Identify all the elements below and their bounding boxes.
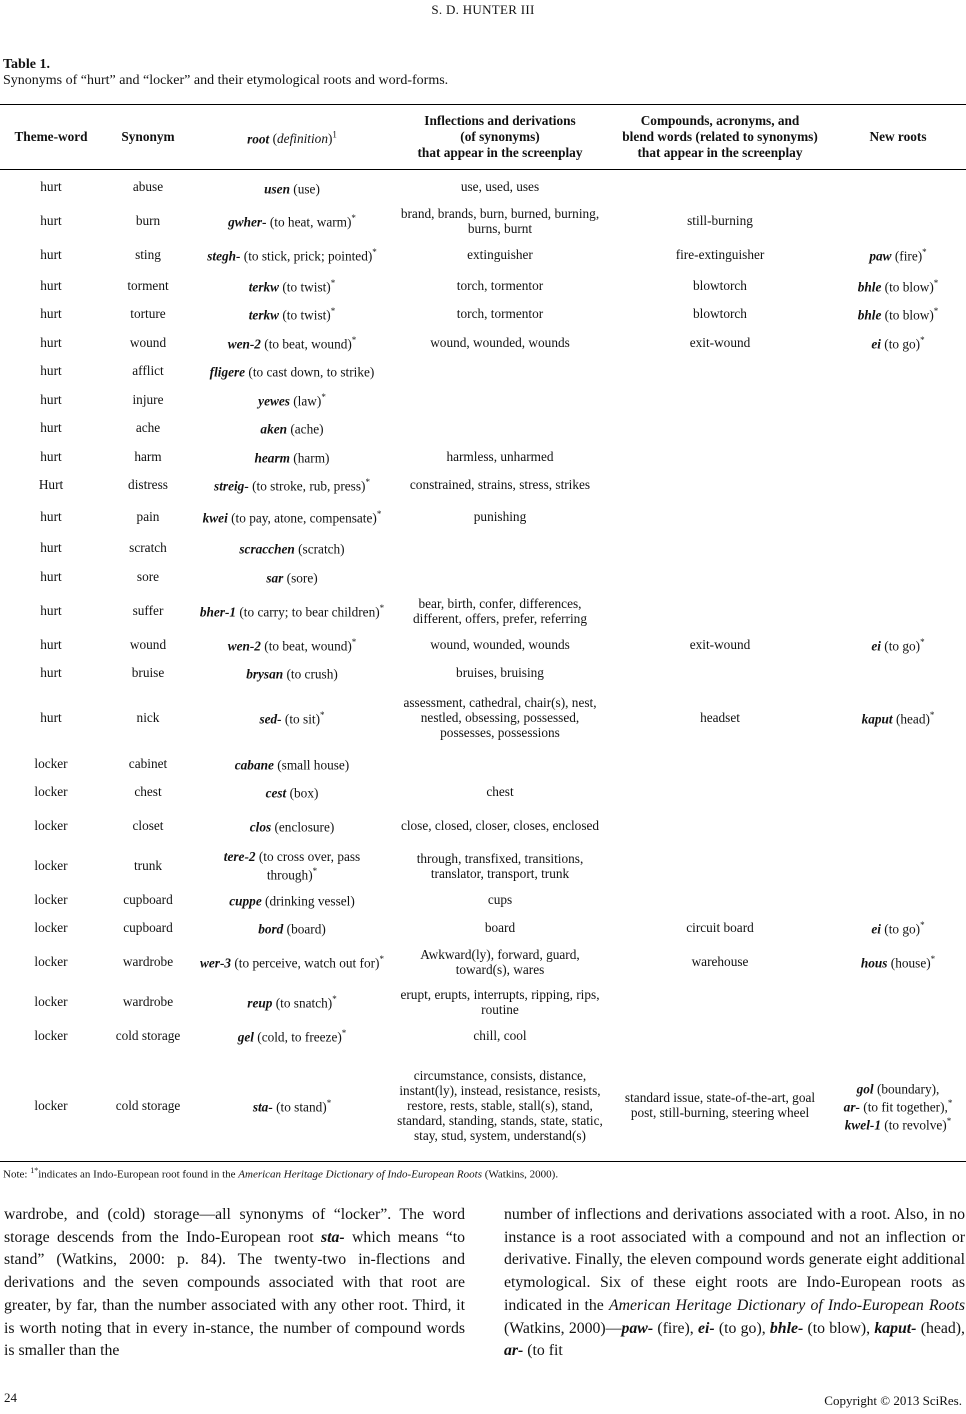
header-root: root (definition)$^1$ (194, 105, 390, 170)
table-row (0, 806, 966, 846)
table-row (0, 914, 966, 942)
cell-compounds: fire-extinguisher (675, 247, 765, 262)
table-note: Note: $^{1*}$indicates an Indo-European root found in the American Heritage Dictionary of Indo-European Roots (Watkins, 2000). (3, 1166, 559, 1181)
cell-compounds: circuit board (686, 920, 754, 935)
cell-theme-word: hurt (40, 213, 62, 228)
cell-root: sar (sore) (266, 570, 318, 586)
table-row (0, 385, 966, 414)
cell-synonym: burn (135, 213, 161, 228)
cell-theme-word: locker (34, 920, 68, 935)
cell-compounds: blowtorch (693, 278, 747, 293)
cell-root: reup (to snatch)* (247, 994, 337, 1011)
cell-root: hearm (harm) (254, 450, 330, 466)
cell-synonym: afflict (132, 363, 164, 378)
cell-root: tere-2 (to cross over, pass through)* (223, 848, 361, 883)
cell-inflections (390, 385, 610, 414)
cell-synonym: sore (136, 568, 160, 584)
cell-theme-word: locker (34, 994, 68, 1009)
cell-new-roots (830, 442, 966, 471)
cell-inflections: use, used, uses (460, 179, 540, 195)
cell-theme-word: hurt (40, 278, 62, 293)
cell-inflections (390, 749, 610, 778)
header-root-definition: definition (277, 131, 328, 147)
cell-inflections: wound, wounded, wounds (430, 334, 570, 350)
cell-root: sta- (to stand)* (194, 1050, 390, 1162)
cell-theme-word: hurt (40, 179, 62, 195)
cell-new-roots (830, 357, 966, 385)
cell-root: gel (cold, to freeze)* (237, 1028, 347, 1045)
cell-root: wer-3 (to perceive, watch out for)* (200, 954, 384, 971)
cell-new-roots: hous (house)* (860, 954, 936, 971)
cell-new-roots (830, 591, 966, 631)
table-row (0, 300, 966, 328)
cell-theme-word: locker (34, 784, 68, 799)
cell-synonym: ache (135, 420, 161, 435)
cell-root: aken (ache) (260, 421, 324, 437)
cell-new-roots (830, 204, 966, 238)
cell-inflections (390, 357, 610, 385)
cell-synonym: bruise (131, 665, 165, 680)
table-label: Table 1. (3, 57, 50, 72)
cell-inflections: torch, tormentor (456, 306, 544, 321)
cell-theme-word: hurt (40, 637, 62, 652)
table-row (0, 749, 966, 778)
cell-synonym: cold storage (115, 1028, 181, 1043)
cell-new-roots (830, 471, 966, 499)
cell-new-roots (830, 846, 966, 886)
cell-new-roots (830, 170, 966, 204)
table-row (0, 238, 966, 272)
cell-inflections: punishing (473, 508, 527, 524)
cell-theme-word: locker (34, 1028, 68, 1043)
cell-theme-word: hurt (40, 247, 62, 262)
table-row (0, 170, 966, 204)
table-row (0, 414, 966, 442)
cell-inflections: brand, brands, burn, burned, burning, burns, burnt (400, 205, 600, 236)
cell-inflections: through, transfixed, transitions, translator, transport, trunk (416, 850, 584, 881)
cell-theme-word: Hurt (38, 477, 64, 492)
table-row (0, 591, 966, 631)
cell-root: scracchen (scratch) (239, 541, 345, 557)
table-row (0, 942, 966, 982)
page-number: 24 (4, 1390, 17, 1405)
cell-compounds (610, 886, 830, 914)
table-row (0, 471, 966, 499)
cell-compounds: exit-wound (689, 637, 751, 652)
cell-synonym: distress (128, 477, 168, 492)
cell-root: cabane (small house) (234, 757, 350, 773)
cell-root: sed- (to sit)* (259, 710, 325, 727)
cell-compounds (610, 471, 830, 499)
cell-theme-word: hurt (40, 540, 62, 555)
cell-new-roots (830, 659, 966, 687)
table-caption-text: Synonyms of “hurt” and “locker” and their etymological roots and word-forms. (3, 73, 449, 88)
cell-new-roots (830, 778, 966, 806)
cell-new-roots (830, 806, 966, 846)
cell-inflections: torch, tormentor (456, 278, 544, 293)
cell-inflections: chest (486, 784, 514, 799)
cell-synonym: wardrobe (122, 954, 174, 969)
cell-inflections: close, closed, closer, closes, enclosed (400, 818, 600, 833)
cell-new-roots (830, 982, 966, 1022)
cell-theme-word: hurt (40, 306, 62, 321)
cell-new-roots (830, 534, 966, 562)
cell-synonym: injure (132, 391, 164, 407)
cell-inflections (390, 534, 610, 562)
table-row (0, 631, 966, 659)
cell-synonym: scratch (129, 540, 167, 555)
cell-synonym: cupboard (123, 892, 173, 907)
cell-compounds: still-burning (687, 213, 753, 228)
header-synonym: Synonym (102, 105, 194, 170)
cell-compounds (610, 659, 830, 687)
cell-compounds (610, 778, 830, 806)
copyright-notice: Copyright © 2013 SciRes. (824, 1393, 962, 1408)
cell-synonym: pain (136, 508, 160, 524)
cell-theme-word: hurt (40, 391, 62, 407)
cell-new-roots (830, 499, 966, 534)
cell-compounds (610, 357, 830, 385)
cell-synonym: cabinet (128, 755, 168, 771)
cell-compounds (610, 982, 830, 1022)
cell-compounds: exit-wound (689, 334, 751, 350)
cell-compounds (610, 442, 830, 471)
cell-new-roots (830, 749, 966, 778)
cell-synonym: wound (129, 334, 167, 350)
cell-synonym: wound (129, 637, 167, 652)
cell-synonym: harm (134, 448, 162, 464)
cell-synonym: torture (130, 306, 166, 321)
cell-compounds (610, 534, 830, 562)
cell-theme-word: hurt (40, 508, 62, 524)
table-row (0, 328, 966, 357)
cell-inflections: bruises, bruising (456, 665, 544, 680)
cell-theme-word: locker (34, 954, 68, 969)
cell-inflections: chill, cool (473, 1028, 527, 1043)
synonyms-table (0, 104, 966, 1162)
cell-root: terkw (to twist)* (248, 306, 336, 323)
cell-compounds (610, 170, 830, 204)
header-root-sup: 1 (332, 129, 337, 140)
table-row (0, 778, 966, 806)
cell-theme-word: hurt (40, 448, 62, 464)
cell-synonym: suffer (132, 603, 164, 618)
cell-compounds: blowtorch (693, 306, 747, 321)
cell-inflections: harmless, unharmed (446, 448, 554, 464)
cell-root: fligere (to cast down, to strike) (209, 364, 375, 380)
table-row (0, 1050, 966, 1162)
cell-new-roots: kaput (head)* (861, 710, 935, 727)
table-row (0, 886, 966, 914)
body-text-left-column: wardrobe, and (cold) storage—all synonyms of “locker”. The word storage descends from the Indo-European root sta- which means “to stand” (Watkins, 2000: p. 84). The twenty-two in-flections and derivations and the seven compounds associated with that root are greater, by far, than the number associated with any other root. Third, it is worth noting that in every in-stance, the number of compound words is smaller than the (4, 1206, 465, 1360)
table-row (0, 272, 966, 300)
cell-new-roots: ei (to go)* (871, 334, 925, 352)
cell-theme-word: locker (34, 818, 68, 833)
cell-synonym: chest (134, 784, 162, 799)
cell-compounds (610, 562, 830, 591)
cell-compounds (610, 414, 830, 442)
cell-compounds (610, 806, 830, 846)
cell-compounds (610, 749, 830, 778)
cell-inflections: assessment, cathedral, chair(s), nest, nestled, obsessing, possessed, possesses, possessions (403, 695, 597, 740)
cell-theme-word: hurt (40, 603, 62, 618)
cell-root: streig- (to stroke, rub, press)* (214, 477, 370, 494)
cell-inflections: bear, birth, confer, differences, different, offers, prefer, referring (413, 595, 587, 626)
cell-new-roots (830, 562, 966, 591)
table-row (0, 846, 966, 886)
cell-synonym: cold storage (102, 1050, 194, 1162)
table-body (0, 170, 966, 1162)
cell-theme-word: hurt (40, 420, 62, 435)
cell-new-roots (830, 385, 966, 414)
cell-inflections: board (484, 920, 516, 935)
table-row (0, 442, 966, 471)
cell-theme-word: locker (34, 858, 68, 873)
cell-theme-word: hurt (40, 665, 62, 680)
cell-compounds (610, 846, 830, 886)
cell-new-roots: bhle (to blow)* (857, 306, 939, 323)
table-row (0, 659, 966, 687)
table-row (0, 357, 966, 385)
cell-root: clos (enclosure) (249, 819, 335, 835)
header-root-word: root (247, 131, 270, 147)
table-caption (3, 57, 448, 89)
cell-theme-word: hurt (40, 334, 62, 350)
cell-new-roots (830, 414, 966, 442)
cell-compounds: headset (700, 710, 740, 725)
cell-inflections: extinguisher (467, 247, 533, 262)
cell-new-roots: paw (fire)* (869, 247, 927, 264)
header-compounds: Compounds, acronyms, and blend words (related to synonyms) that appear in the screenplay (610, 105, 830, 170)
cell-root: brysan (to crush) (246, 666, 338, 682)
cell-theme-word: locker (34, 892, 68, 907)
cell-inflections: constrained, strains, stress, strikes (409, 477, 591, 492)
cell-compounds: warehouse (691, 954, 749, 969)
cell-new-roots: bhle (to blow)* (857, 278, 939, 295)
table-row (0, 204, 966, 238)
cell-root: kwei (to pay, atone, compensate)* (202, 508, 382, 526)
cell-root: yewes (law)* (258, 391, 326, 409)
cell-synonym: closet (132, 818, 164, 833)
cell-inflections (390, 414, 610, 442)
cell-theme-word: hurt (40, 568, 62, 584)
cell-root: wen-2 (to beat, wound)* (227, 334, 357, 352)
header-new-roots: New roots (830, 105, 966, 170)
cell-synonym: torment (127, 278, 169, 293)
cell-inflections: cups (487, 892, 513, 907)
table-row (0, 534, 966, 562)
cell-theme-word: hurt (40, 363, 62, 378)
cell-theme-word: locker (0, 1050, 102, 1162)
running-header: S. D. HUNTER III (431, 2, 535, 17)
cell-root: gwher- (to heat, warm)* (228, 213, 356, 230)
cell-inflections: erupt, erupts, interrupts, ripping, rips, routine (400, 986, 600, 1017)
cell-synonym: trunk (133, 858, 163, 873)
cell-new-roots (830, 1022, 966, 1050)
cell-root: usen (use) (264, 180, 320, 196)
header-inflections: Inflections and derivations (of synonyms) that appear in the screenplay (390, 105, 610, 170)
header-theme-word: Theme-word (0, 105, 102, 170)
table-row (0, 562, 966, 591)
table-row (0, 1022, 966, 1050)
cell-inflections: wound, wounded, wounds (430, 637, 570, 652)
table-row (0, 982, 966, 1022)
cell-inflections: Awkward(ly), forward, guard, toward(s), wares (420, 946, 580, 977)
cell-new-roots (830, 886, 966, 914)
cell-root: bher-1 (to carry; to bear children)* (199, 603, 385, 620)
table-row (0, 499, 966, 534)
cell-compounds: standard issue, state-of-the-art, goal post, still-burning, steering wheel (610, 1050, 830, 1162)
cell-synonym: abuse (132, 179, 164, 195)
cell-compounds (610, 499, 830, 534)
cell-compounds (610, 591, 830, 631)
cell-inflections (390, 562, 610, 591)
cell-synonym: wardrobe (122, 994, 174, 1009)
cell-compounds (610, 385, 830, 414)
cell-theme-word: hurt (40, 710, 62, 725)
cell-inflections: circumstance, consists, distance, instant(ly), instead, resistance, resists, restore, rests, stable, stall(s), stand, standard, standing, stands, state, static, stay, stud, system, understand(s) (390, 1050, 610, 1162)
cell-theme-word: locker (34, 755, 68, 771)
cell-root: bord (board) (258, 921, 326, 937)
cell-synonym: nick (136, 710, 160, 725)
cell-root: wen-2 (to beat, wound)* (227, 637, 357, 654)
cell-synonym: sting (135, 247, 161, 262)
table-header-row (0, 105, 966, 170)
cell-root: stegh- (to stick, prick; pointed)* (207, 247, 377, 264)
table-row (0, 687, 966, 749)
cell-root: cest (box) (265, 785, 319, 801)
cell-compounds (610, 1022, 830, 1050)
cell-new-roots: ei (to go)* (871, 637, 925, 654)
cell-root: cuppe (drinking vessel) (229, 893, 355, 909)
cell-new-roots: gol (boundary), ar- (to fit together),* kwel-1 (to revolve)* (830, 1050, 966, 1162)
cell-root: terkw (to twist)* (248, 278, 336, 295)
cell-new-roots: ei (to go)* (871, 920, 925, 937)
body-text-right-column: number of inflections and derivations associated with a root. Also, in no instance is a root associated with a compound and not an inflection or derivative. Finally, the eleven compound words generate eight additional etymological. Six of these eight roots are Indo-European roots as indicated in the American Heritage Dictionary of Indo-European Roots (Watkins, 2000)—paw- (fire), ei- (to go), bhle- (to blow), kaput- (head), ar- (to fit (504, 1206, 965, 1360)
cell-synonym: cupboard (123, 920, 173, 935)
